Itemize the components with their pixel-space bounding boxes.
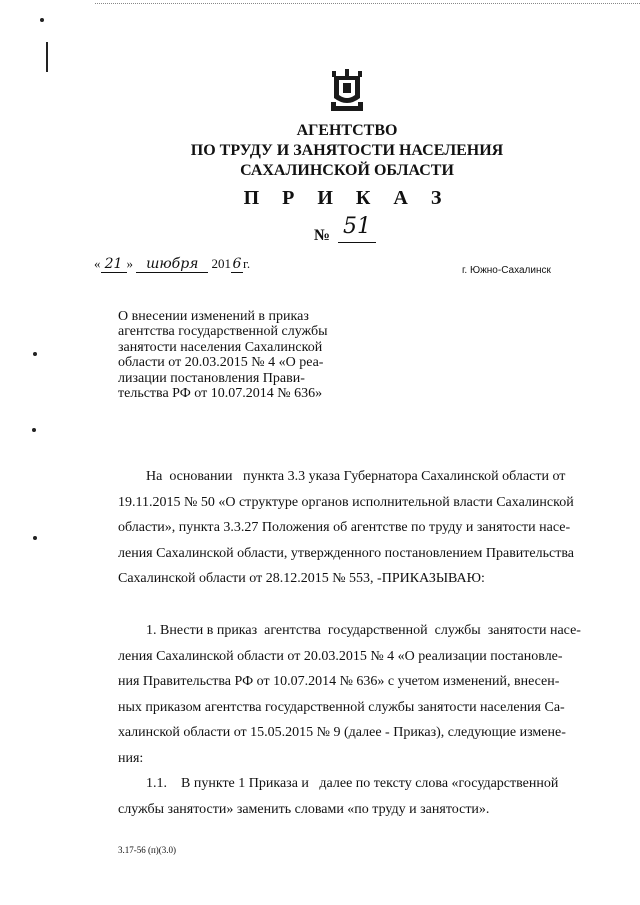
order-subject xyxy=(118,309,328,401)
date-year-handwritten: 6 xyxy=(232,256,242,272)
scan-top-edge xyxy=(95,3,640,4)
date-year-prefix: 201 xyxy=(211,256,231,271)
body-line: Сахалинской области от 28.12.2015 № 553, -ПРИКАЗЫВАЮ: xyxy=(118,571,485,586)
subject-line: области от 20.03.2015 № 4 «О реа- xyxy=(118,355,324,371)
body-line: ных приказом агентства государственной службы занятости населения Са- xyxy=(118,699,565,715)
subject-line: тельства РФ от 10.07.2014 № 636» xyxy=(118,386,323,402)
date-tail: г. xyxy=(243,256,251,271)
body-line: халинской области от 15.05.2015 № 9 (далее - Приказ), следующие измене- xyxy=(118,725,566,740)
body-line: 19.11.2015 № 50 «О структуре органов исполнительной власти Сахалинской xyxy=(118,494,574,510)
date-month-handwritten: шюбря xyxy=(136,256,208,273)
subject-line: агентства государственной службы xyxy=(118,324,328,340)
clause-1-1-paragraph xyxy=(118,771,600,822)
body-line: На основании пункта 3.3 указа Губернатора Сахалинской области от xyxy=(118,469,566,484)
scan-speck xyxy=(40,18,44,22)
document-code: 3.17-56 (п)(3.0) xyxy=(118,845,177,855)
scan-punch-mark xyxy=(46,42,48,72)
order-number-label: № xyxy=(314,227,331,244)
body-line: ления Сахалинской области от 20.03.2015 № 4 «О реализации постановле- xyxy=(118,648,563,664)
agency-line: ПО ТРУДУ И ЗАНЯТОСТИ НАСЕЛЕНИЯ xyxy=(190,142,504,159)
body-line: 1.1. В пункте 1 Приказа и далее по тексту слова «государственной xyxy=(118,776,559,791)
agency-line: АГЕНТСТВО xyxy=(296,122,398,139)
date-middle: » xyxy=(126,256,133,271)
body-line: ния Правительства РФ от 10.07.2014 № 636» с учетом изменений, внесен- xyxy=(118,674,560,689)
agency-name xyxy=(140,121,554,181)
coat-of-arms-emblem xyxy=(328,68,366,112)
document-type-title: П Р И К А З xyxy=(243,187,451,209)
body-line: службы занятости» заменить словами «по труду и занятости». xyxy=(118,801,490,817)
order-number-handwritten: 51 xyxy=(338,212,376,243)
subject-line: лизации постановления Прави- xyxy=(118,370,305,386)
clause-1-paragraph xyxy=(118,618,600,771)
body-line: области», пункта 3.3.27 Положения об агентстве по труду и занятости насе- xyxy=(118,520,571,535)
city-name: г. Южно-Сахалинск xyxy=(462,265,551,276)
preamble-paragraph xyxy=(118,464,600,592)
body-line: ния: xyxy=(118,750,144,766)
order-date xyxy=(94,256,250,273)
body-line: ления Сахалинской области, утвержденного постановлением Правительства xyxy=(118,545,574,561)
date-day-handwritten: 21 xyxy=(101,256,127,273)
agency-line: САХАЛИНСКОЙ ОБЛАСТИ xyxy=(240,162,454,179)
scan-speck xyxy=(33,536,37,540)
subject-line: О внесении изменений в приказ xyxy=(118,309,309,324)
body-line: 1. Внести в приказ агентства государственной службы занятости насе- xyxy=(118,623,581,638)
scan-speck xyxy=(32,428,36,432)
scan-speck xyxy=(33,352,37,356)
date-prefix: « xyxy=(94,256,101,271)
subject-line: занятости населения Сахалинской xyxy=(118,339,323,355)
